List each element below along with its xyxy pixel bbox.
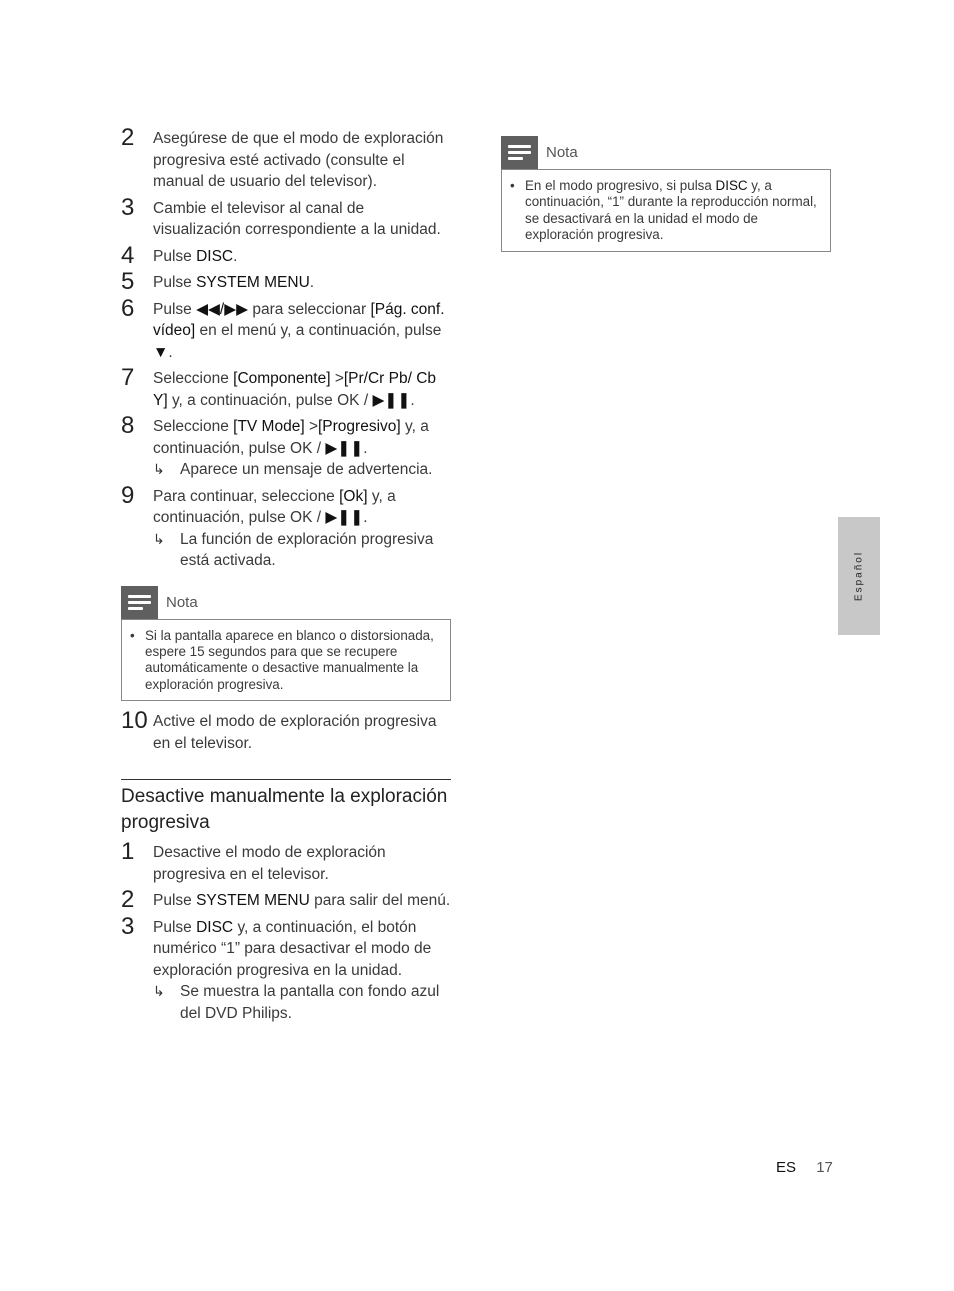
step-body [153, 486, 451, 529]
step-number: 10 [121, 707, 148, 735]
step-number: 2 [121, 886, 135, 914]
step-body [153, 416, 451, 459]
step-body [153, 272, 451, 294]
step-text: Seleccione [153, 370, 234, 387]
emphasis-text: ▶❚❚ [325, 509, 364, 526]
note-bullet: • [510, 178, 515, 193]
step-item [121, 268, 451, 295]
step-body [153, 890, 451, 912]
step-body [153, 299, 451, 364]
note-title: Nota [546, 144, 578, 161]
step-text: Desactive el modo de exploración progresiva en el televisor. [153, 844, 386, 883]
step-text: y, a continuación, el botón numérico “1” para desactivar el modo de exploración progresiva en la unidad. [153, 918, 432, 979]
emphasis-text: DISC [715, 178, 748, 193]
step-item [121, 912, 451, 1025]
note-right [501, 136, 831, 252]
step-text: y, a continuación, “1” durante la reproducción normal, se desactivará en la unidad el modo de exploración progresiva. [525, 178, 817, 243]
page-footer [776, 1159, 833, 1176]
step-item [121, 886, 451, 914]
step-item [121, 124, 451, 193]
note-title: Nota [166, 593, 198, 611]
step-text: Pulse [153, 274, 197, 291]
note-header [501, 136, 831, 169]
left-column [121, 124, 451, 1024]
step-result [153, 981, 451, 1024]
emphasis-text: ▼ [153, 343, 169, 361]
note-box [501, 169, 831, 252]
step-text: Pulse [153, 247, 197, 265]
step-text: Asegúrese de que el modo de exploración progresiva esté activado (consulte el manual de usuario del televisor). [153, 130, 444, 190]
step-item [121, 412, 451, 481]
result-arrow-icon: ↳ [153, 983, 165, 1000]
step-number: 8 [121, 412, 135, 439]
note-text [525, 178, 817, 242]
emphasis-text: SYSTEM MENU [196, 892, 310, 910]
step-number: 2 [121, 124, 135, 151]
emphasis-text: [Progresivo] [318, 418, 401, 435]
note-header [121, 586, 451, 619]
steps-list-c [121, 838, 451, 1024]
step-text: . [309, 274, 315, 291]
step-text: para seleccionar [248, 300, 371, 318]
step-item [121, 241, 451, 269]
step-text: y, a continuación, pulse OK / [153, 418, 429, 457]
step-body [153, 842, 451, 885]
step-text: . [410, 391, 415, 409]
step-result [153, 459, 451, 481]
step-text: en el menú y, a continuación, pulse [195, 322, 442, 339]
side-tab-label: Español [853, 550, 865, 602]
step-item [121, 481, 451, 572]
step-text: y, a continuación, pulse OK / [153, 487, 396, 526]
right-column [501, 136, 831, 252]
step-text: . [363, 509, 368, 526]
result-text: Se muestra la pantalla con fondo azul del DVD Philips. [180, 983, 440, 1022]
step-body [153, 368, 451, 411]
result-arrow-icon: ↳ [153, 530, 165, 547]
steps-list-a [121, 124, 451, 572]
step-text: Para continuar, seleccione [153, 487, 340, 505]
emphasis-text: SYSTEM MENU [196, 274, 310, 291]
page-number: 17 [816, 1159, 833, 1176]
emphasis-text: [Pr/Cr Pb/ Cb Y] [153, 370, 437, 409]
step-number: 3 [121, 193, 135, 221]
result-text: Aparece un mensaje de advertencia. [180, 461, 433, 478]
step-number: 4 [121, 241, 135, 269]
emphasis-text: DISC [196, 247, 234, 265]
step-number: 6 [121, 294, 135, 322]
step-text: . [168, 343, 173, 361]
note-box [121, 619, 451, 702]
step-text: Active el modo de exploración progresiva en el televisor. [153, 713, 437, 752]
section-title: Desactive manualmente la exploración progresiva [121, 779, 451, 836]
step-number: 3 [121, 912, 135, 940]
emphasis-text: [TV Mode] [233, 418, 305, 435]
steps-list-b [121, 707, 451, 754]
step-text: Pulse [153, 918, 197, 936]
note-bullet: • [130, 627, 135, 643]
step-number: 9 [121, 481, 135, 509]
step-body [153, 711, 451, 754]
step-text: Cambie el televisor al canal de visualización correspondiente a la unidad. [153, 199, 441, 238]
language-side-tab [838, 517, 880, 635]
note-text: Si la pantalla aparece en blanco o distorsionada, espere 15 segundos para que se recupere automáticamente o desactive manualmente la exploración progresiva. [145, 627, 434, 692]
step-text: . [233, 247, 238, 265]
step-text: En el modo progresivo, si pulsa [525, 178, 716, 193]
step-text: . [363, 439, 368, 457]
step-text: Pulse [153, 300, 197, 318]
result-text: La función de exploración progresiva está activada. [180, 530, 434, 569]
emphasis-text: [Ok] [339, 487, 368, 505]
step-result [153, 529, 451, 572]
footer-language: ES [776, 1159, 797, 1176]
step-text: > [330, 370, 344, 387]
emphasis-text: DISC [196, 918, 234, 936]
step-number: 5 [121, 268, 135, 295]
result-arrow-icon: ↳ [153, 461, 165, 477]
step-item [121, 193, 451, 241]
note-left [121, 586, 451, 702]
note-icon [121, 586, 158, 619]
step-text: y, a continuación, pulse OK / [167, 391, 373, 409]
emphasis-text: ▶❚❚ [372, 391, 411, 409]
step-body [153, 917, 451, 982]
emphasis-text: ▶❚❚ [325, 439, 364, 457]
emphasis-text: [Pág. conf. vídeo] [153, 300, 445, 339]
step-body [153, 128, 451, 193]
step-item [121, 838, 451, 885]
step-body [153, 246, 451, 268]
step-body [153, 198, 451, 241]
step-number: 7 [121, 364, 135, 391]
emphasis-text: ◀◀/▶▶ [196, 300, 249, 318]
step-text: > [304, 418, 318, 435]
step-text: para salir del menú. [309, 892, 451, 910]
step-item [121, 707, 451, 754]
step-item [121, 294, 451, 364]
note-icon [501, 136, 538, 169]
step-text: Seleccione [153, 418, 234, 435]
emphasis-text: [Componente] [233, 370, 331, 387]
step-item [121, 364, 451, 411]
step-number: 1 [121, 838, 135, 866]
step-text: Pulse [153, 892, 197, 910]
